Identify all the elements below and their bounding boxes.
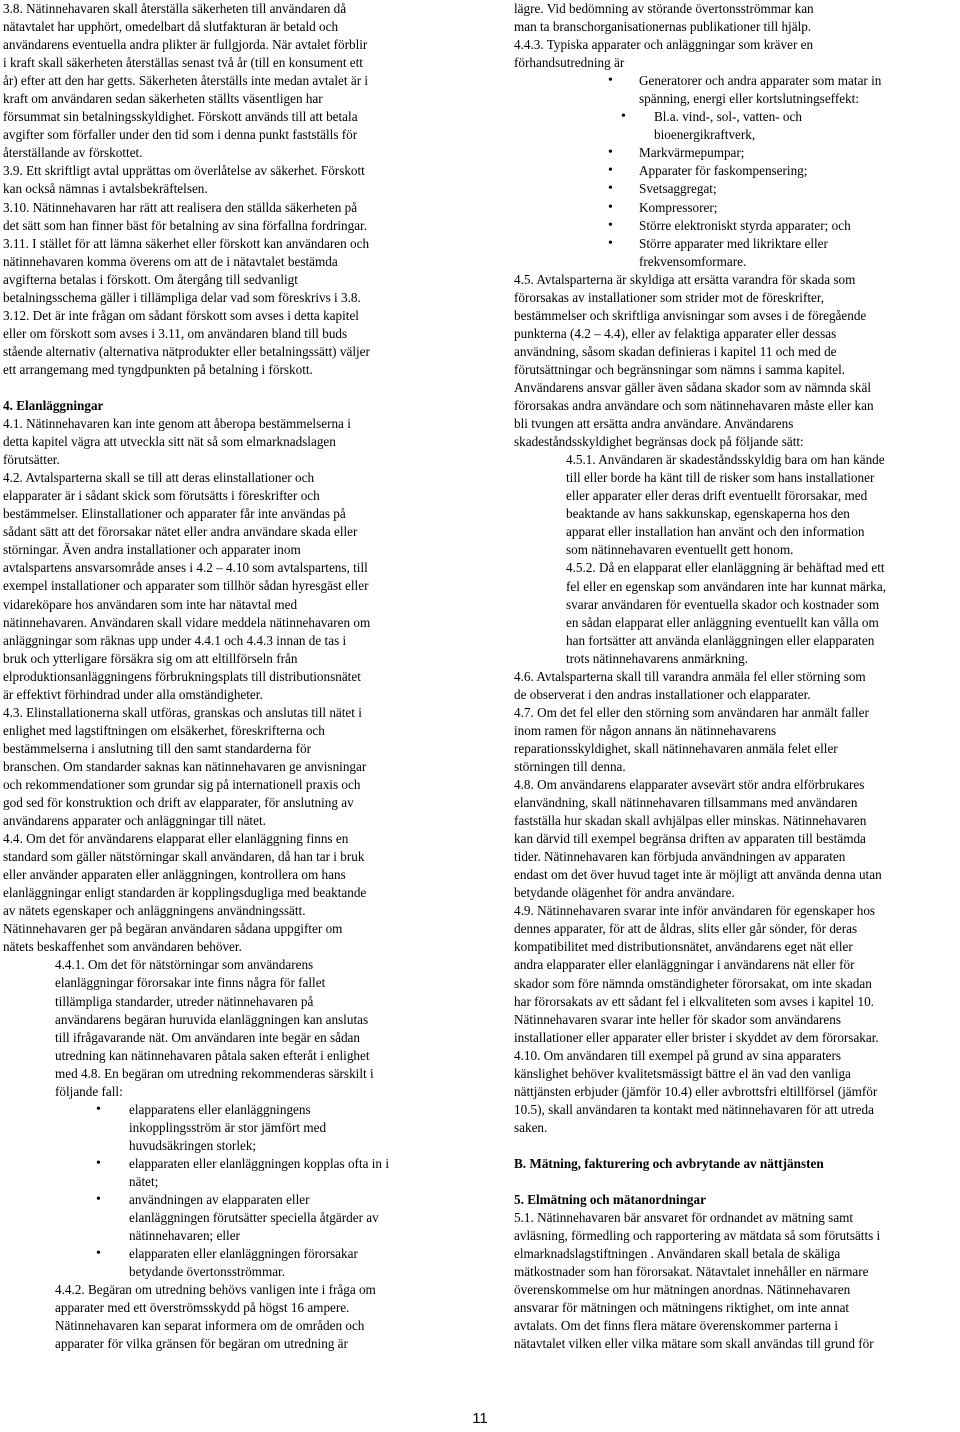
text-line: elanläggningar enligt standarden är kopplingsdugliga med beaktande [3,885,367,901]
text-line: förutsätter. [3,452,60,468]
text-line: eller om förskott som avses i 3.11, om användaren bland till buds [3,325,348,341]
clause-4-4-2 [3,1281,441,1353]
text-line: 4.7. Om det fel eller den störning som användaren har anmält faller [514,704,869,720]
text-line: inom ramen för någon annans än nätinnehavarens [514,722,777,738]
text-line: det sätt som han finner bäst för betalning av sina förfallna fordringar. [3,217,368,233]
right-block-1 [514,0,957,72]
left-column [3,0,441,1353]
text-line: 5.1. Nätinnehavaren bär ansvaret för ordnandet av mätning samt [514,1210,854,1226]
text-line: kompatibilitet med distributionsnätet, användarens eget nät eller [514,939,853,955]
sub-bullet-item [514,126,957,144]
section-4-heading: 4. Elanläggningar [3,397,104,413]
text-line: skador som före nämnda omständigheter förorsakat, om inte skadan [514,975,872,991]
text-line: bli tvungen att ersätta andra användare. Användarens [514,416,794,432]
text-line: mätkostnader som han förorsakat. Nätavtalet innehåller en närmare [514,1264,869,1280]
bullet-line: • Apparater för faskompensering; [639,163,808,179]
text-line: kraft om användaren sedan säkerheten ställts väsentligen har [3,91,323,107]
text-line: skadeståndsskyldighet begränsas dock på följande sätt: [514,434,804,450]
text-line: förorsakas andra användare och som nätinnehavaren måste eller kan [514,398,874,414]
text-line: betydande olägenhet för andra användare. [514,885,735,901]
text-line: fel eller en egenskap som användaren inte har kunnat märka, [566,578,887,594]
text-line: Användarens ansvar gäller även sådana skador som av nämnda skäl [514,379,872,395]
text-line: känslighet behöver kvalitetsmässigt bättre el än vad den vanliga [514,1065,851,1081]
text-line: förorsakas av installationer som strider mot de föreskrifter, [514,289,825,305]
bullet-line: • elapparaten eller elanläggningen kopplas ofta in i [129,1155,389,1171]
text-line: apparater för vilka gränsen för begäran om utredning är [55,1336,348,1352]
text-line: avgifter som förfaller under den tid som i denna punkt fastställs för [3,127,358,143]
text-line: branschen. Om standarder saknas kan nätinnehavaren ge anvisningar [3,758,367,774]
text-line: ett arrangemang med tyngdpunkten på betalning i förskott. [3,361,313,377]
text-line: 3.12. Det är inte frågan om sådant förskott som avses i detta kapitel [3,307,359,323]
text-line: 4.1. Nätinnehavaren kan inte genom att åberopa bestämmelserna i [3,416,351,432]
text-line: 4.5.1. Användaren är skadeståndsskyldig bara om han kände [566,452,885,468]
text-line: Nätinnehavaren kan separat informera om de områden och [55,1318,365,1334]
text-line: detta kapitel vägra att utveckla sitt nät så som elmarknadslagen [3,434,336,450]
text-line: dennes apparater, för att de åldras, slits eller går sönder, för deras [514,921,858,937]
text-line: utredning kan nätinnehavaren påtala saken efteråt i enlighet [55,1047,370,1063]
text-line: nätets beskaffenhet som användaren behöver. [3,939,242,955]
text-line: nättjänsten erbjuder (jämför 10.4) eller avbrottsfri eltillförsel (jämför [514,1083,878,1099]
text-line: 4.9. Nätinnehavaren svarar inte inför användaren för egenskaper hos [514,903,876,919]
text-line: trots nätinnehavarens anmärkning. [566,650,749,666]
text-line: stående alternativ (alternativa nätprodukter eller betalningssätt) väljer [3,343,370,359]
text-line: han fortsätter att använda elanläggningen eller elapparaten [566,632,875,648]
text-line: 4.5. Avtalsparterna är skyldiga att ersätta varandra för skada som [514,271,856,287]
bullet-item [514,162,957,180]
text-line: 3.11. I stället för att lämna säkerhet eller förskott kan användaren och [3,235,370,251]
text-line: de observerat i den andras installationer och elapparater. [514,686,811,702]
bullet-item [514,180,957,198]
text-line: Nätinnehavaren svarar inte heller för skador som användarens [514,1011,841,1027]
text-line: elmarknadslagstiftningen . Användaren skall betala de skäliga [514,1246,841,1262]
left-block-1 [3,0,441,379]
bullet-line: • Bl.a. vind-, sol-, vatten- och [654,109,802,125]
bullet-line: spänning, energi eller kortslutningseffekt: [639,91,859,107]
left-bullet-list [3,1101,441,1281]
text-line: 4.4.2. Begäran om utredning behövs vanligen inte i fråga om [55,1282,376,1298]
text-line: förhandsutredning är [514,55,625,71]
text-line: bestämmelserna i anslutning till den samt standarderna för [3,740,311,756]
text-line: 3.8. Nätinnehavaren skall återställa säkerheten till användaren då [3,1,347,16]
text-line: är effektivt förhindrad under alla omständigheter. [3,686,263,702]
bullet-line: huvudsäkringen storlek; [129,1137,257,1153]
section-b-heading: B. Mätning, fakturering och avbrytande av nättjänsten [514,1155,824,1171]
bullet-item [3,1245,441,1281]
text-line: bestämmelser och skriftliga anvisningar som avses i de föregående [514,307,867,323]
text-line: 4.4.1. Om det för nätstörningar som användarens [55,957,314,973]
bullet-item [3,1191,441,1245]
text-line: användning, såsom skadan definieras i kapitel 11 och med de [514,343,837,359]
text-line: störningar. Även andra installationer och apparater inom [3,542,301,558]
text-line: bestämmelser. Elinstallationer och apparater får inte användas på [3,506,346,522]
section-5-heading: 5. Elmätning och mätanordningar [514,1192,706,1207]
text-line: 4.5.2. Då en elapparat eller elanläggning är behäftad med ett [566,560,885,576]
text-line: av nätets egenskaper och anläggningens användningssätt. [3,903,306,919]
text-line: tillämpliga standarder, utreder nätinnehavaren på [55,993,314,1009]
clauses-4-5-1-to-4-5-2 [514,451,957,668]
right-block-5 [514,1209,957,1353]
text-line: avtalspartens ansvarsområde anses i 4.2 – 4.10 som avtalspartens, till [3,560,368,576]
sub-bullet-item [514,108,957,126]
text-line: punkterna (4.2 – 4.4), eller av felaktiga apparater eller dessas [514,325,837,341]
bullet-item [3,1155,441,1191]
text-line: 4.4.3. Typiska apparater och anläggningar som kräver en [514,37,814,53]
text-line: bruk och ytterligare försäkra sig om att eltillförseln från [3,650,298,666]
text-line: 3.9. Ett skriftligt avtal upprättas om överlåtelse av säkerhet. Förskott [3,163,365,179]
text-line: 4.3. Elinstallationerna skall utföras, granskas och anslutas till nätet i [3,704,362,720]
text-line: försummat sin betalningsskyldighet. Förskott används till att betala [3,109,358,125]
bullet-line: • Generatorer och andra apparater som matar in [639,73,882,89]
clause-4-4-1 [3,956,441,1100]
text-line: följande fall: [55,1083,123,1099]
text-line: överenskommelse om hur mätningen anordnas. Nätinnehavaren [514,1282,851,1298]
text-line: fastställa hur skadan skall avhjälpas eller minskas. Nätinnehavaren [514,813,867,829]
text-line: andra elapparater eller elanläggningar i användarens nät eller för [514,957,855,973]
text-line: Nätinnehavaren ger på begäran användaren sådana uppgifter om [3,921,343,937]
bullet-item [3,1101,441,1155]
bullet-line: nätet; [129,1174,159,1189]
bullet-item [514,199,957,217]
text-line: apparater med ett överströmsskydd på högst 16 ampere. [55,1300,350,1316]
text-line: beaktande av hans sakkunskap, egenskaperna hos den [566,506,850,522]
text-line: 4.6. Avtalsparterna skall till varandra anmäla fel eller störning som [514,668,866,684]
text-line: avläsning, förmedling och rapportering av mätdata så som förutsätts i [514,1228,881,1244]
text-line: svarar användaren för eventuella skador och kostnader som [566,596,880,612]
text-line: saken. [514,1119,548,1135]
text-line: har förorsakats av ett sådant fel i elkvaliteten som avses i kapitel 10. [514,993,874,1009]
text-line: 4.2. Avtalsparterna skall se till att deras elinstallationer och [3,470,315,486]
right-bullet-list [514,72,957,271]
bullet-line: elanläggningen förutsätter speciella åtgärder av [129,1210,379,1226]
right-block-4 [514,668,957,1137]
text-line: endast om det över huvud taget inte är möjligt att använda denna utan [514,867,882,883]
text-line: betalningsschema gäller i tillämpliga delar vad som föreskrivs i 3.8. [3,289,361,305]
bullet-line: • Kompressorer; [639,199,718,215]
bullet-line: • användningen av elapparaten eller [129,1192,310,1208]
bullet-line: • Markvärmepumpar; [639,145,745,161]
text-line: och rekommendationer som grundar sig på internationell praxis och [3,776,361,792]
text-line: 10.5), skall användaren ta kontakt med nätinnehavaren för att utreda [514,1101,874,1117]
bullet-item [514,72,957,108]
text-line: eller använder apparaten eller anläggningen, kontrollera om hans [3,867,346,883]
bullet-item [514,217,957,235]
text-line: användarens apparater och anläggningar till nätet. [3,813,266,829]
text-line: som nätinnehavaren eventuellt gett honom. [566,542,794,558]
text-line: elanvändning, skall nätinnehavaren tillsammans med användaren [514,795,858,811]
bullet-line: bioenergikraftverk, [654,127,756,143]
text-line: 3.10. Nätinnehavaren har rätt att realisera den ställda säkerheten på [3,199,358,215]
text-line: kan också nämnas i avtalsbekräftelsen. [3,181,208,197]
bullet-line: • Svetsaggregat; [639,181,717,197]
text-line: installationer eller apparater eller brister i skyddet av dem förorsakar. [514,1029,879,1045]
text-line: vidareköpare hos användaren som inte har nätavtal med [3,596,298,612]
text-line: lägre. Vid bedömning av störande övertonsströmmar kan [514,1,814,16]
bullet-line: • Större elektroniskt styrda apparater; och [639,217,851,233]
text-line: exempel installationer och apparater som tillhör sådan hyresgäst eller [3,578,369,594]
text-line: användarens eventuella andra plikter är fullgjorda. När avtalet förblir [3,37,368,53]
text-line: med 4.8. En begäran om utredning rekommenderas särskilt i [55,1065,374,1081]
text-line: störningen till denna. [514,758,626,774]
text-line: nätinnehavaren komma överens om att de i nätavtalet bestämda [3,253,338,269]
bullet-line: inkopplingsström är stor jämfört med [129,1119,327,1135]
text-line: elanläggningar förorsakar inte finns några för fallet [55,975,326,991]
text-line: tider. Nätinnehavaren kan förbjuda användningen av apparaten [514,849,846,865]
right-column [514,0,957,1353]
text-line: kan därvid till exempel begränsa driften av apparaten till bestämda [514,831,866,847]
text-line: användarens begäran huruvida elanläggningen kan anslutas [55,1011,369,1027]
text-line: en sådan elapparat eller anläggning eventuellt kan vålla om [566,614,879,630]
bullet-line: • elapparaten eller elanläggningen förorsakar [129,1246,358,1262]
text-line: elproduktionsanläggningens förbrukningsplats till distributionsnätet [3,668,361,684]
text-line: nätavtalet har upphört, omedelbart då slutfakturan är betald och [3,19,339,35]
text-line: avtalats. Om det finns flera mätare överenskommer parterna i [514,1318,839,1334]
text-line: förutsättningar och begränsningar som nämns i samma kapitel. [514,361,846,377]
bullet-line: betydande övertonsströmmar. [129,1264,286,1280]
text-line: 4.10. Om användaren till exempel på grund av sina apparaters [514,1047,842,1063]
text-line: god sed för konstruktion och drift av elapparater, för anslutning av [3,795,354,811]
text-line: elapparater är i sådant skick som förutsätts i föreskrifter och [3,488,320,504]
bullet-item [514,144,957,162]
text-line: eller apparater eller deras drift eventuellt förorsakar, med [566,488,868,504]
text-line: man ta branschorganisationernas publikationer till hjälp. [514,19,812,35]
text-line: standard som gäller nätstörningar skall användaren, då han tar i bruk [3,849,365,865]
text-line: återställande av förskottet. [3,145,143,161]
bullet-line: • Större apparater med likriktare eller [639,235,828,251]
text-line: apparat eller installation han använt och den information [566,524,865,540]
right-block-2 [514,271,957,451]
bullet-line: frekvensomformare. [639,253,747,269]
bullet-line: nätinnehavaren; eller [129,1228,240,1244]
text-line: till ifrågavarande nät. Om användaren inte begär en sådan [55,1029,361,1045]
text-line: 4.8. Om användarens elapparater avsevärt stör andra elförbrukares [514,777,865,793]
text-line: nätavtalet vilken eller vilka mätare som skall användas till grund för [514,1336,874,1352]
page-number: 11 [472,1410,488,1427]
text-line: nätinnehavaren. Användaren skall vidare meddela nätinnehavaren om [3,614,371,630]
text-line: anläggningar som räknas upp under 4.4.1 och 4.4.3 innan de tas i [3,632,347,648]
text-line: reparationsskyldighet, skall nätinnehavaren anmäla felet eller [514,740,838,756]
text-line: avgifterna betalas i förskott. Om återgång till sedvanligt [3,271,298,287]
text-line: 4.4. Om det för användarens elapparat eller elanläggning finns en [3,831,349,847]
text-line: enlighet med lagstiftningen om elsäkerhet, föreskrifterna och [3,722,325,738]
left-block-2 [3,415,441,956]
text-line: i kraft skall säkerheten återställas senast två år (till en konsument ett [3,55,363,71]
text-line: ansvarar för mätningen och mätningens riktighet, om inte annat [514,1300,850,1316]
bullet-line: • elapparatens eller elanläggningens [129,1101,311,1117]
text-line: år) efter att den har getts. Säkerheten återställs inte medan avtalet är i [3,73,369,89]
text-line: till eller borde ha känt till de risker som hans installationer [566,470,875,486]
bullet-item [514,235,957,271]
text-line: sådant sätt att det förorsakar nätet eller andra användare skada eller [3,524,358,540]
